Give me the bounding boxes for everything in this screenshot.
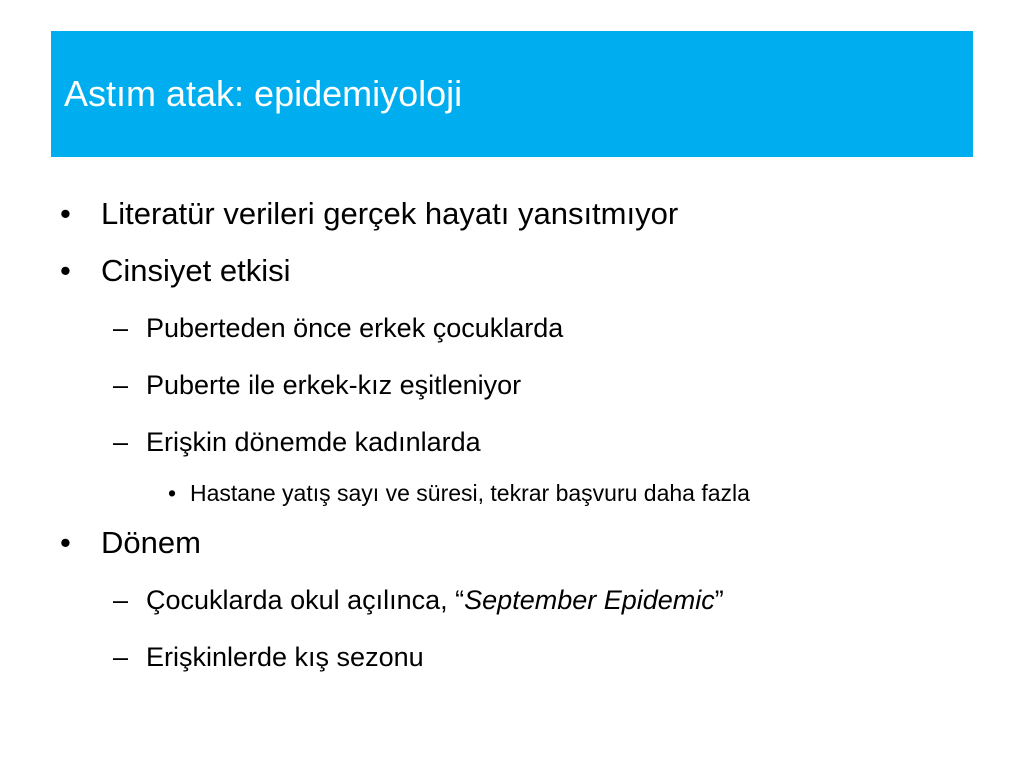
dash-marker: –: [113, 427, 129, 457]
dash-marker: –: [113, 313, 129, 343]
slide-body: [60, 190, 980, 690]
dash-marker: –: [113, 585, 129, 615]
dash-marker: –: [113, 642, 129, 672]
bullet-period: [60, 519, 980, 576]
bullet-text: Literatür verileri gerçek hayatı yansıtmıyor: [101, 196, 679, 231]
slide-title-bar: [51, 31, 973, 157]
bullet-marker: •: [60, 525, 71, 560]
bullet-text: Cinsiyet etkisi: [101, 253, 291, 288]
dash-marker: –: [113, 370, 129, 400]
bullet-text: Dönem: [101, 525, 201, 560]
subbullet-text: Erişkinlerde kış sezonu: [146, 642, 424, 672]
subbullet-text: Puberte ile erkek-kız eşitleniyor: [146, 370, 522, 400]
subbullet-text-italic: September Epidemic: [464, 585, 715, 615]
subbullet-september-epidemic: [60, 576, 980, 633]
bullet-marker: •: [60, 253, 71, 288]
bullet-literature: [60, 190, 980, 247]
subbullet-text: Puberteden önce erkek çocuklarda: [146, 313, 564, 343]
subsubbullet-text: Hastane yatış sayı ve süresi, tekrar başvuru daha fazla: [190, 480, 750, 506]
subbullet-text-after: ”: [714, 585, 724, 615]
bullet-gender-effect: [60, 247, 980, 304]
subbullet-text: Erişkin dönemde kadınlarda: [146, 427, 481, 457]
bullet-marker: •: [60, 196, 71, 231]
subbullet-winter-season: [60, 633, 980, 690]
bullet-marker: •: [168, 480, 177, 506]
subsubbullet-hospital: [60, 475, 980, 519]
subbullet-puberty-equal: [60, 361, 980, 418]
slide-title: Astım atak: epidemiyoloji: [64, 73, 463, 114]
subbullet-before-puberty: [60, 304, 980, 361]
subbullet-text-before: Çocuklarda okul açılınca, “: [146, 585, 465, 615]
subbullet-adult-women: [60, 418, 980, 475]
